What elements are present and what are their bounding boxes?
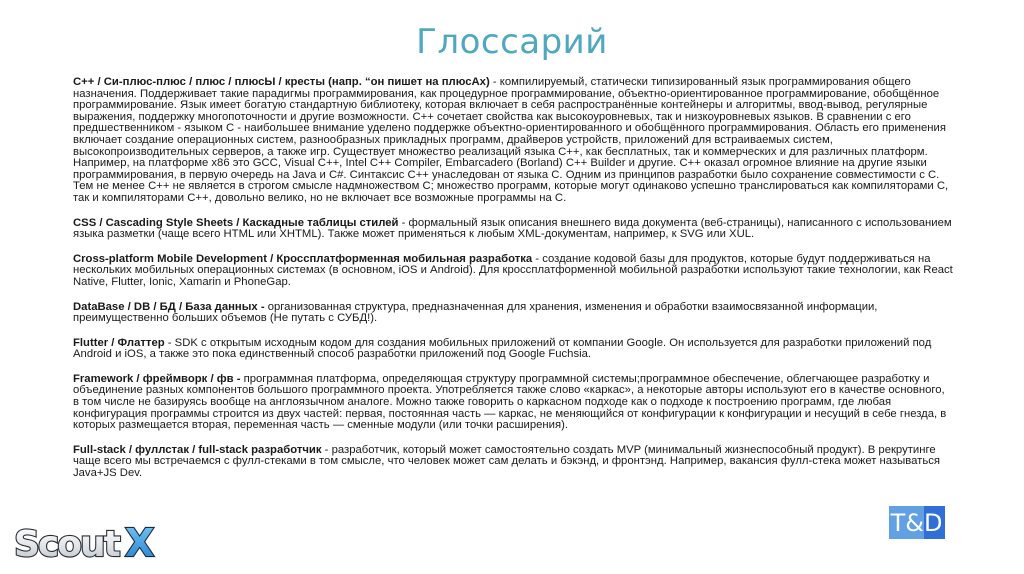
svg-text:Scout: Scout [14,524,119,564]
glossary-term: Flutter / Флаттер [73,336,165,349]
glossary-entry-database [73,302,953,325]
glossary-term: C++ / Си-плюс-плюс / плюс / плюсЫ / кресты (напр. “он пишет на плюсАх) [73,76,490,88]
td-logo [889,506,945,539]
glossary-entry-framework [73,374,953,432]
glossary-definition: - разработчик, который может самостоятельно создать MVP (минимальный жизнеспособный продукт). В рекрутинге чаще всего мы встречаемся с фулл-стеками в том смысле, что человек может сам делать и бэкэнд, и фронтэнд. Например, вакансия фулл-стека может называться Java+JS Dev. [73,443,940,480]
glossary-term: DataBase / DB / БД / База данных - [73,300,265,313]
glossary-entry-flutter [73,338,953,361]
glossary-definition: - создание кодовой базы для продуктов, которые будут поддерживаться на нескольких мобильных операционных системах (в основном, iOS и Android). Для кроссплатформенной мобильной разработки используют такие технологии, как React Native, Flutter, Ionic, Xamarin и PhoneGap. [73,252,953,288]
glossary-definition: программная платформа, определяющая структуру программной системы;программное обеспечение, облегчающее разработку и объединение разных компонентов большого программного проекта. Употребляется также слово «каркас», а некоторые авторы используют его в качестве основного, в том числе не базируясь вообще на англоязычном аналоге. Можно также говорить о каркасном подходе как о подходе к построению программ, где любая конфигурация программы строится из двух частей: первая, постоянная часть — каркас, не меняющийся от конфигурации к конфигурации и несущий в себе гнезда, в которых размещается вторая, переменная часть — сменные модули (или точки расширения). [73,372,947,432]
scoutx-logo [12,520,162,564]
glossary-term: Full-stack / фуллстак / full-stack разработчик [73,443,322,456]
glossary-entry-cpp [73,77,953,205]
glossary-content [73,77,953,493]
glossary-term: Framework / фреймворк / фв - [73,372,241,385]
glossary-definition: - компилируемый, статически типизированный язык программирования общего назначения. Поддерживает такие парадигмы программирования, как процедурное программирование, объектно-ориентированное программирование, обобщённое программирование. Язык имеет богатую стандартную библиотеку, которая включает в себя распространённые контейнеры и алгоритмы, ввод-вывод, регулярные выражения, поддержку многопоточности и другие возможности. C++ сочетает свойства как высокоуровневых, так и низкоуровневых языков. В сравнении с его предшественником - языком C - наибольшее внимание уделено поддержке объектно-ориентированного и обобщённого программирования. Область его применения включает создание операционных систем, разнообразных прикладных программ, драйверов устройств, приложений для встраиваемых систем, высокопроизводительных серверов, а также игр. Существует множество реализаций языка C++, как бесплатных, так и коммерческих и для различных платформ. Например, на платформе x86 это GCC, Visual C++, Intel C++ Compiler, Embarcadero (Borland) C++ Builder и другие. C++ оказал огромное влияние на другие языки программирования, в первую очередь на Java и C#. Синтаксис C++ унаследован от языка C. Одним из принципов разработки было сохранение совместимости с C. Тем не менее C++ не является в строгом смысле надмножеством C; множество программ, которые могут одинаково успешно транслироваться как компиляторами C, так и компиляторами C++, довольно велико, но не включает все возможные программы на C. [73,76,949,204]
td-logo-right: D [924,506,945,539]
glossary-definition: организованная структура, предназначенная для хранения, изменения и обработки взаимосвязанной информации, преимущественно больших объемов (Не путать с СУБД!). [73,300,878,325]
glossary-definition: - формальный язык описания внешнего вида документа (веб-страницы), написанного с использованием языка разметки (чаще всего HTML или XHTML). Также может применяться к любым XML-документам, например, к SVG или XUL. [73,216,952,241]
glossary-definition: - SDK с открытым исходным кодом для создания мобильных приложений от компании Google. Он используется для разработки приложений под Android и iOS, а также это пока единственный способ разработки приложений под Google Fuchsia. [73,336,932,361]
td-logo-left: T& [889,506,924,539]
svg-text:X: X [125,521,155,564]
glossary-entry-css [73,218,953,241]
glossary-term: CSS / Cascading Style Sheets / Каскадные таблицы стилей [73,216,399,229]
glossary-term: Cross-platform Mobile Development / Кроссплатформенная мобильная разработка [73,252,533,265]
glossary-entry-cross-platform [73,254,953,289]
page-title: Глоссарий [416,22,608,62]
glossary-entry-full-stack [73,445,953,480]
